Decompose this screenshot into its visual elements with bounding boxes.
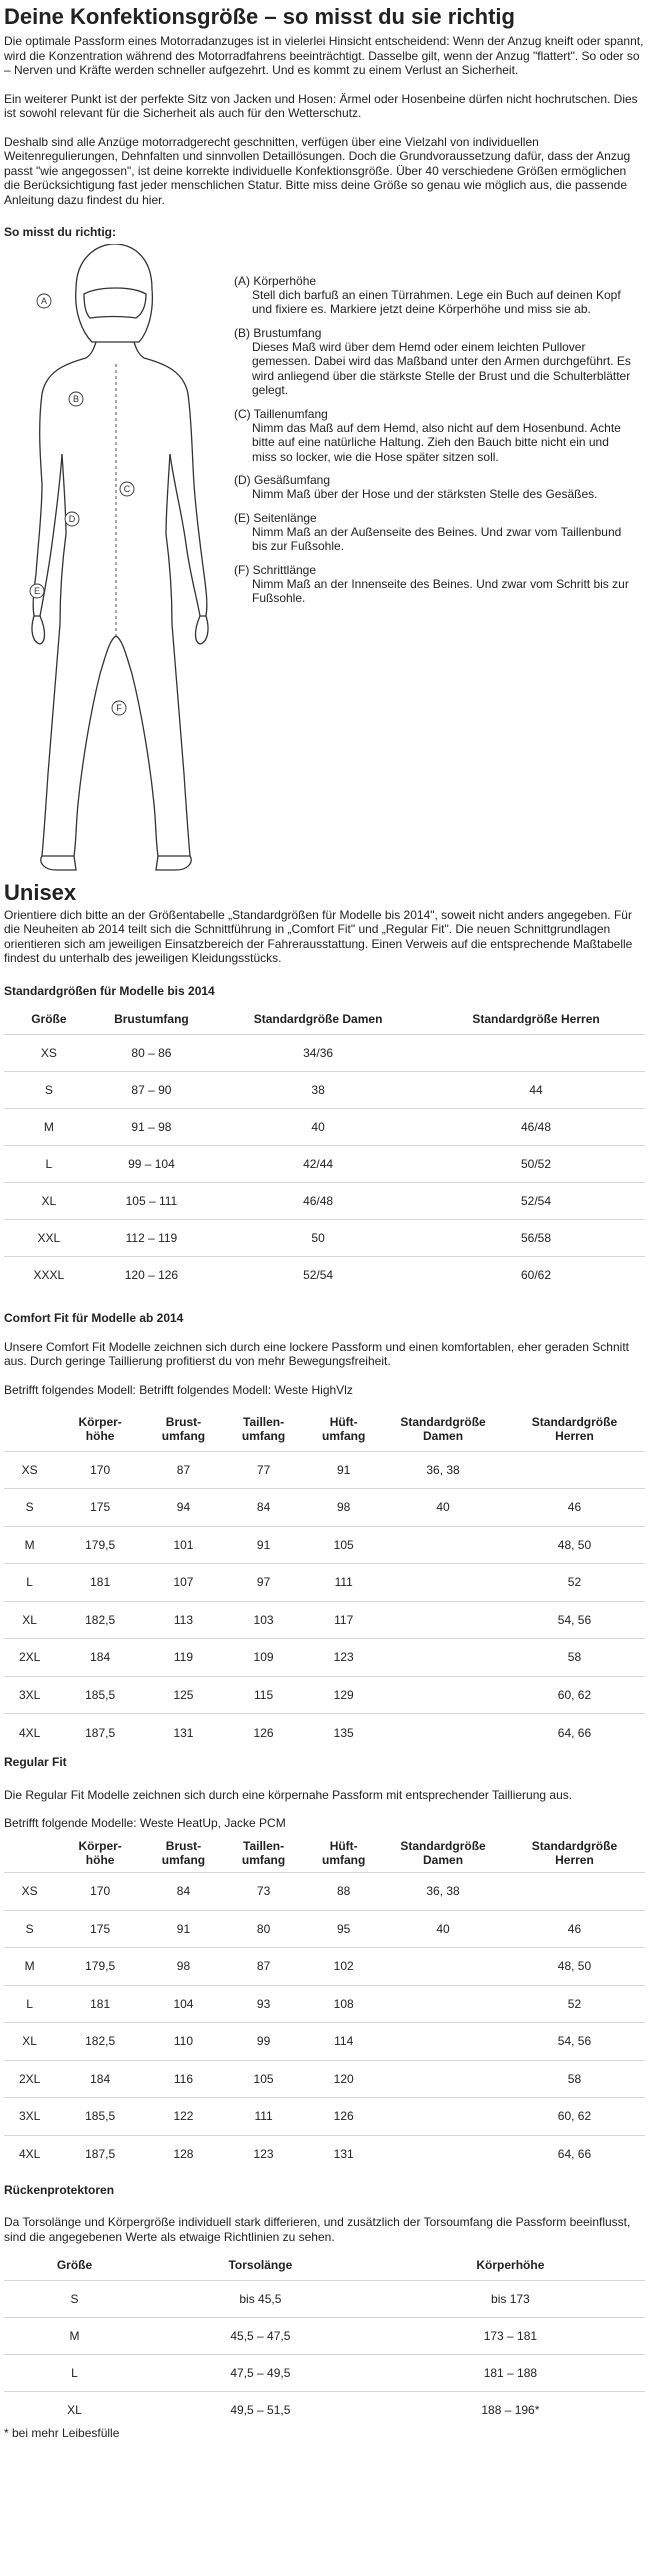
page-title: Deine Konfektionsgröße – so misst du sie richtig [4, 4, 515, 29]
table-cell: 128 [173, 2147, 194, 2161]
table-cell: 54, 56 [557, 2034, 592, 2049]
column-header: Hüft- umfang [322, 1414, 366, 1443]
column-header: Körperhöhe [476, 2257, 545, 2272]
back-text: Da Torsolänge und Körpergröße individuell stark differieren, und zusätzlich der Torsoumfang die Passform beeinflusst, sind die angegebenen Werte als etwaige Richtlinien zu sehen. [4, 2215, 631, 2244]
measurement-label: (D) Gesäßumfang [234, 473, 331, 487]
column-header: Körper- höhe [78, 1414, 122, 1443]
table-row [4, 2280, 645, 2317]
table-cell: 109 [253, 1650, 274, 1665]
table-cell [427, 1034, 645, 1071]
table-cell: 111 [254, 2109, 273, 2124]
standard-size-table [4, 1004, 645, 1293]
table-cell: 187,5 [85, 2147, 116, 2161]
table-cell [382, 1676, 504, 1714]
table-row [4, 1182, 645, 1219]
marker-c: C [123, 483, 131, 494]
table-row [4, 1601, 645, 1639]
table-row [4, 1451, 645, 1489]
table-cell: 40 [436, 1921, 450, 1936]
measurement-desc: Nimm Maß über der Hose und der stärksten Stelle des Gesäßes. [252, 487, 598, 501]
table-cell: 94 [176, 1500, 191, 1515]
table-cell: 131 [333, 2147, 354, 2161]
table-cell: 97 [256, 1575, 271, 1590]
table-cell: 123 [253, 2147, 274, 2161]
table-cell: 60, 62 [557, 1687, 592, 1702]
table-cell: XXXL [33, 1267, 65, 1282]
table-cell [382, 2023, 504, 2061]
table-cell: 102 [333, 1959, 354, 1974]
table-cell: 48, 50 [557, 1959, 592, 1974]
column-header: Standardgröße Herren [531, 1414, 618, 1443]
table-cell: 120 – 126 [124, 1267, 179, 1282]
measurement-label: (E) Seitenlänge [234, 510, 317, 525]
table-cell [382, 1639, 504, 1677]
table-cell: 48, 50 [557, 1537, 592, 1552]
table-cell: 185,5 [85, 1687, 116, 1702]
table-cell: 49,5 – 51,5 [230, 2402, 291, 2417]
table-cell: 175 [90, 1500, 111, 1515]
table-cell: S [70, 2291, 79, 2306]
table-row [4, 2060, 645, 2098]
table-cell: 87 [256, 1959, 271, 1974]
marker-a: A [40, 295, 48, 306]
table-cell: 52 [567, 1575, 582, 1590]
column-header: Taillen- umfang [241, 1414, 286, 1443]
back-title: Rückenprotektoren [4, 2182, 115, 2197]
table-cell: 88 [337, 1884, 351, 1899]
measurement-label: (C) Taillenumfang [234, 406, 328, 421]
table-cell: 50/52 [521, 1156, 552, 1171]
table-cell: 80 – 86 [131, 1045, 172, 1060]
table-cell: 112 – 119 [125, 1230, 178, 1245]
column-header: Brust- umfang [161, 1414, 206, 1443]
table-cell: 91 [337, 1462, 351, 1477]
table-cell [382, 1601, 504, 1639]
table-cell: 182,5 [85, 1612, 116, 1627]
table-cell: 4XL [18, 1725, 41, 1740]
table-cell: 105 – 111 [125, 1193, 178, 1208]
table-cell: 36, 38 [426, 1462, 460, 1477]
table-row [4, 1526, 645, 1564]
table-cell: 184 [90, 1650, 111, 1665]
table-cell: 50 [311, 1230, 325, 1245]
table-cell: 115 [254, 1687, 274, 1702]
table-cell: 129 [333, 1687, 354, 1702]
regular-models: Betrifft folgende Modelle: Weste HeatUp, Jacke PCM [4, 1816, 286, 1830]
column-header: Größe [56, 2257, 93, 2272]
column-header [4, 1407, 55, 1451]
table-row [4, 2023, 645, 2061]
marker-d: D [68, 513, 76, 524]
table-cell: bis 45,5 [239, 2291, 282, 2306]
table-cell: 99 – 104 [128, 1156, 175, 1171]
column-header: Brust- umfang [161, 1839, 206, 1868]
table-cell: 60, 62 [557, 2109, 592, 2124]
table-cell: 179,5 [85, 1959, 116, 1974]
table-row [4, 2391, 645, 2428]
table-cell: 105 [333, 1537, 354, 1552]
marker-f: F [116, 702, 122, 713]
table-cell: 187,5 [85, 1725, 116, 1740]
table-cell: 87 – 90 [131, 1082, 172, 1097]
column-header: Größe [31, 1011, 67, 1026]
table-cell: 122 [173, 2109, 194, 2124]
table-cell: 3XL [18, 1687, 41, 1702]
table-cell: 91 [176, 1921, 191, 1936]
table-cell: 111 [334, 1575, 353, 1590]
table-cell: XL [67, 2402, 82, 2417]
table-cell: 105 [253, 2071, 274, 2086]
table-row [4, 1071, 645, 1108]
table-cell: 135 [333, 1725, 354, 1740]
measurement-desc: Nimm das Maß auf dem Hemd, also nicht auf dem Hosenbund. Achte bitte auf eine natürliche Haltung. Zieh den Bauch bitte nicht ein und miss so locker, wie die Hose später sitzen soll. [252, 420, 621, 464]
table-cell: M [69, 2328, 80, 2343]
table-cell: 104 [173, 1996, 194, 2011]
table-cell: L [71, 2365, 78, 2380]
table-cell: 34/36 [303, 1045, 334, 1060]
table-cell [382, 1985, 504, 2023]
table-cell: 125 [173, 1687, 194, 1702]
table-cell: 46 [567, 1921, 582, 1936]
table-cell: 184 [90, 2071, 111, 2086]
unisex-title: Unisex [4, 879, 77, 905]
table-cell [382, 2060, 504, 2098]
table-cell: 170 [90, 1462, 111, 1477]
intro-paragraph: Die optimale Passform eines Motorradanzuges ist in vielerlei Hinsicht entscheidend: Wenn der Anzug kneift oder spannt, wird die Konzentration während des Motorradfahrens beeinträchtigt. Dasselbe gilt, wenn der Anzug "flattert". So oder so – Nerven und Kräfte werden schneller aufgezehrt. Und es kommt zu einem Verlust an Sicherheit. [4, 34, 644, 77]
table-cell: 84 [256, 1500, 271, 1515]
table-cell: 46 [567, 1500, 582, 1515]
table-cell: 52/54 [521, 1193, 552, 1208]
regular-text: Die Regular Fit Modelle zeichnen sich durch eine körpernahe Passform mit entsprechender Taillierung aus. [4, 1787, 573, 1802]
table-cell: 42/44 [303, 1156, 334, 1171]
table-cell: 120 [333, 2071, 354, 2086]
table-cell: 47,5 – 49,5 [230, 2365, 291, 2380]
table-cell: 98 [337, 1500, 351, 1515]
table-cell: S [25, 1500, 34, 1515]
table-cell: 38 [311, 1082, 325, 1097]
measurement-desc: Dieses Maß wird über dem Hemd oder einem leichten Pullover gemessen. Dabei wird das Maßband unter den Armen durchgeführt. Es wird anliegend über die stärkste Stelle der Brust und die Schulterblätter gelegt. [252, 339, 631, 397]
table-cell: 179,5 [85, 1537, 116, 1552]
table-cell [382, 1948, 504, 1986]
table-row [4, 1910, 645, 1948]
table-cell: M [24, 1537, 35, 1552]
table-cell: 123 [333, 1650, 354, 1665]
table-cell [382, 2098, 504, 2136]
table-cell: XS [21, 1462, 38, 1477]
table-row [4, 1714, 645, 1752]
table-cell: 185,5 [85, 2109, 116, 2124]
table-cell: 2XL [18, 2071, 41, 2086]
table-cell: 117 [334, 1612, 354, 1627]
table-cell [504, 1873, 645, 1911]
measurement-item [234, 563, 634, 606]
table-cell: 77 [256, 1462, 271, 1477]
table-cell: L [45, 1156, 53, 1171]
table-cell: 182,5 [85, 2034, 116, 2049]
table-cell [504, 1451, 645, 1489]
measurement-item [234, 407, 634, 465]
column-header: Standardgröße Damen [400, 1839, 486, 1868]
measurement-desc: Nimm Maß an der Innenseite des Beines. Und zwar vom Schritt bis zur Fußsohle. [252, 576, 629, 605]
measure-title: So misst du richtig: [4, 225, 117, 239]
table-cell: 107 [173, 1575, 194, 1590]
measurement-label: (A) Körperhöhe [234, 273, 317, 288]
table-cell: 54, 56 [557, 1612, 592, 1627]
table-row [4, 1564, 645, 1602]
measurement-label: (F) Schrittlänge [234, 562, 317, 577]
table-row [4, 2098, 645, 2136]
table-row [4, 1034, 645, 1071]
table-cell: 101 [173, 1537, 194, 1552]
table-cell: 56/58 [521, 1230, 552, 1245]
unisex-text: Orientiere dich bitte an der Größentabelle „Standardgrößen für Modelle bis 2014", soweit nicht anders angegeben. Für die Neuheiten ab 2014 teilt sich die Schnittführung in „Comfort Fit" und „Regular Fit". Die neuen Schnittgrundlagen orientieren sich am jeweiligen Einsatzbereich der Fahrerausstattung. Einen Verweis auf die entsprechende Maßtabelle findest du unterhalb des jeweiligen Kleidungsstücks. [4, 907, 633, 965]
comfort-models: Betrifft folgendes Modell: Betrifft folgendes Modell: Weste HighVlz [4, 1382, 353, 1397]
table-cell: 64, 66 [557, 1725, 592, 1740]
table-cell: 87 [176, 1462, 191, 1477]
table-cell: 119 [173, 1650, 194, 1665]
measurement-label: (B) Brustumfang [234, 325, 322, 340]
table-cell: XS [40, 1045, 57, 1060]
table-cell: 131 [173, 1725, 194, 1740]
column-header: Standardgröße Damen [400, 1414, 486, 1443]
table-cell: XL [22, 2034, 37, 2049]
column-header: Brustumfang [114, 1011, 189, 1026]
table-cell: S [44, 1082, 53, 1097]
table-cell: 175 [90, 1921, 111, 1936]
comfort-text: Unsere Comfort Fit Modelle zeichnen sich durch eine lockere Passform und einen komfortablen, eher geraden Schnitt aus. Durch geringe Taillierung profitierst du von mehr Bewegungsfreiheit. [4, 1339, 629, 1368]
marker-b: B [72, 393, 80, 404]
table-cell: 126 [253, 1725, 274, 1740]
table-cell: 4XL [18, 2147, 41, 2161]
table-cell: 52 [567, 1996, 582, 2011]
table-row [4, 1489, 645, 1527]
table-cell: 80 [256, 1921, 271, 1936]
table-row [4, 1676, 645, 1714]
table-cell: 73 [256, 1884, 271, 1899]
table-row [4, 1639, 645, 1677]
table-cell: 45,5 – 47,5 [230, 2328, 291, 2343]
table-row [4, 2354, 645, 2391]
column-header: Taillen- umfang [241, 1839, 286, 1868]
table-cell: 173 – 181 [483, 2328, 538, 2343]
table-cell: L [26, 1575, 33, 1590]
intro-paragraph: Ein weiterer Punkt ist der perfekte Sitz von Jacken und Hosen: Ärmel oder Hosenbeine dürfen nicht hochrutschen. Dies ist sowohl relevant für die Sicherheit als auch für den Wetterschutz. [4, 91, 638, 120]
regular-fit-table [4, 1835, 645, 2173]
table-row [4, 1985, 645, 2023]
measurement-desc: Stell dich barfuß an einen Türrahmen. Lege ein Buch auf deinen Kopf und fixiere es. Markiere jetzt deine Körperhöhe und miss sie ab. [252, 287, 621, 316]
table-cell: 3XL [18, 2109, 41, 2124]
table-cell: 91 [256, 1537, 271, 1552]
table-cell: bis 173 [491, 2291, 530, 2306]
table-cell: 170 [90, 1884, 111, 1899]
body-silhouette-icon [4, 244, 234, 874]
marker-e: E [33, 585, 41, 596]
table-cell: 44 [529, 1082, 543, 1097]
comfort-fit-table [4, 1407, 645, 1751]
table-cell: 181 [90, 1996, 111, 2011]
table-cell: 2XL [18, 1650, 41, 1665]
table-cell: 181 – 188 [483, 2365, 538, 2380]
table-row [4, 1108, 645, 1145]
intro-paragraph: Deshalb sind alle Anzüge motorradgerecht geschnitten, verfügen über eine Vielzahl von individuellen Weitenregulierungen, Dehnfalten und sinnvollen Detaillösungen. Doch die Grundvoraussetzung dafür, dass der Anzug passt "wie angegossen", ist deine korrekte individuelle Konfektionsgröße. Über 40 verschiedene Größen ermöglichen die Berücksichtigung fast jeder menschlichen Statur. Bitte miss deine Größe so genau wie möglich aus, die passende Anleitung dazu findest du hier. [4, 134, 631, 207]
table-cell: 46/48 [303, 1193, 334, 1208]
table-cell: 103 [253, 1612, 274, 1627]
table-cell: 108 [333, 1996, 354, 2011]
table-cell [382, 1564, 504, 1602]
table-row [4, 1873, 645, 1911]
column-header: Hüft- umfang [322, 1839, 366, 1868]
table-cell: XL [41, 1193, 57, 1208]
table-cell: S [25, 1921, 34, 1936]
table-cell: XS [21, 1884, 38, 1899]
table-cell: 99 [256, 2034, 271, 2049]
measurement-desc: Nimm Maß an der Außenseite des Beines. Und zwar vom Taillenbund bis zur Fußsohle. [252, 524, 622, 553]
table-row [4, 1145, 645, 1182]
table-cell: 116 [173, 2071, 194, 2086]
column-header: Torsolänge [228, 2257, 293, 2272]
table-cell: 36, 38 [426, 1884, 460, 1899]
back-footnote: * bei mehr Leibesfülle [4, 2426, 120, 2440]
table-cell: 91 – 98 [131, 1119, 172, 1134]
table-row [4, 1948, 645, 1986]
measurement-item [234, 473, 634, 502]
table-cell: 46/48 [521, 1119, 552, 1134]
table-cell: XL [22, 1612, 37, 1627]
measurement-item [234, 274, 634, 317]
table-cell: 98 [176, 1959, 191, 1974]
table-cell: 110 [173, 2034, 194, 2049]
table-cell: M [43, 1119, 54, 1134]
measurement-item [234, 511, 634, 554]
measurement-item [234, 326, 634, 398]
table-cell: 126 [333, 2109, 354, 2124]
table-cell: 114 [334, 2034, 354, 2049]
table-cell: 113 [173, 1612, 194, 1627]
table-cell: 58 [567, 1650, 582, 1665]
table-row [4, 2135, 645, 2173]
table-cell: 58 [567, 2071, 582, 2086]
back-protector-table [4, 2250, 645, 2428]
table-cell: 52/54 [303, 1267, 334, 1282]
table-row [4, 1219, 645, 1256]
table-cell: XXL [37, 1230, 61, 1245]
table-cell: 181 [90, 1575, 111, 1590]
table-cell: L [26, 1996, 33, 2011]
column-header: Standardgröße Herren [472, 1011, 600, 1026]
table-cell: 93 [256, 1996, 271, 2011]
table-cell: 60/62 [521, 1267, 552, 1282]
column-header: Standardgröße Damen [253, 1011, 383, 1026]
table-cell: 95 [337, 1921, 351, 1936]
table-cell: 84 [176, 1884, 191, 1899]
standard-title: Standardgrößen für Modelle bis 2014 [4, 983, 215, 998]
table-cell [382, 1526, 504, 1564]
table-cell [382, 2135, 504, 2173]
table-cell: 64, 66 [557, 2147, 592, 2161]
regular-title: Regular Fit [4, 1755, 67, 1769]
table-cell [382, 1714, 504, 1752]
body-figure [4, 244, 234, 874]
table-cell: 188 – 196* [481, 2402, 540, 2417]
column-header: Standardgröße Herren [531, 1839, 618, 1868]
table-cell: 40 [311, 1119, 325, 1134]
column-header: Körper- höhe [78, 1839, 122, 1868]
table-cell: 40 [436, 1500, 450, 1515]
column-header [4, 1835, 55, 1873]
comfort-title: Comfort Fit für Modelle ab 2014 [4, 1311, 184, 1325]
table-row [4, 2317, 645, 2354]
table-cell: M [24, 1959, 35, 1974]
measurement-list [234, 244, 634, 874]
table-row [4, 1256, 645, 1293]
